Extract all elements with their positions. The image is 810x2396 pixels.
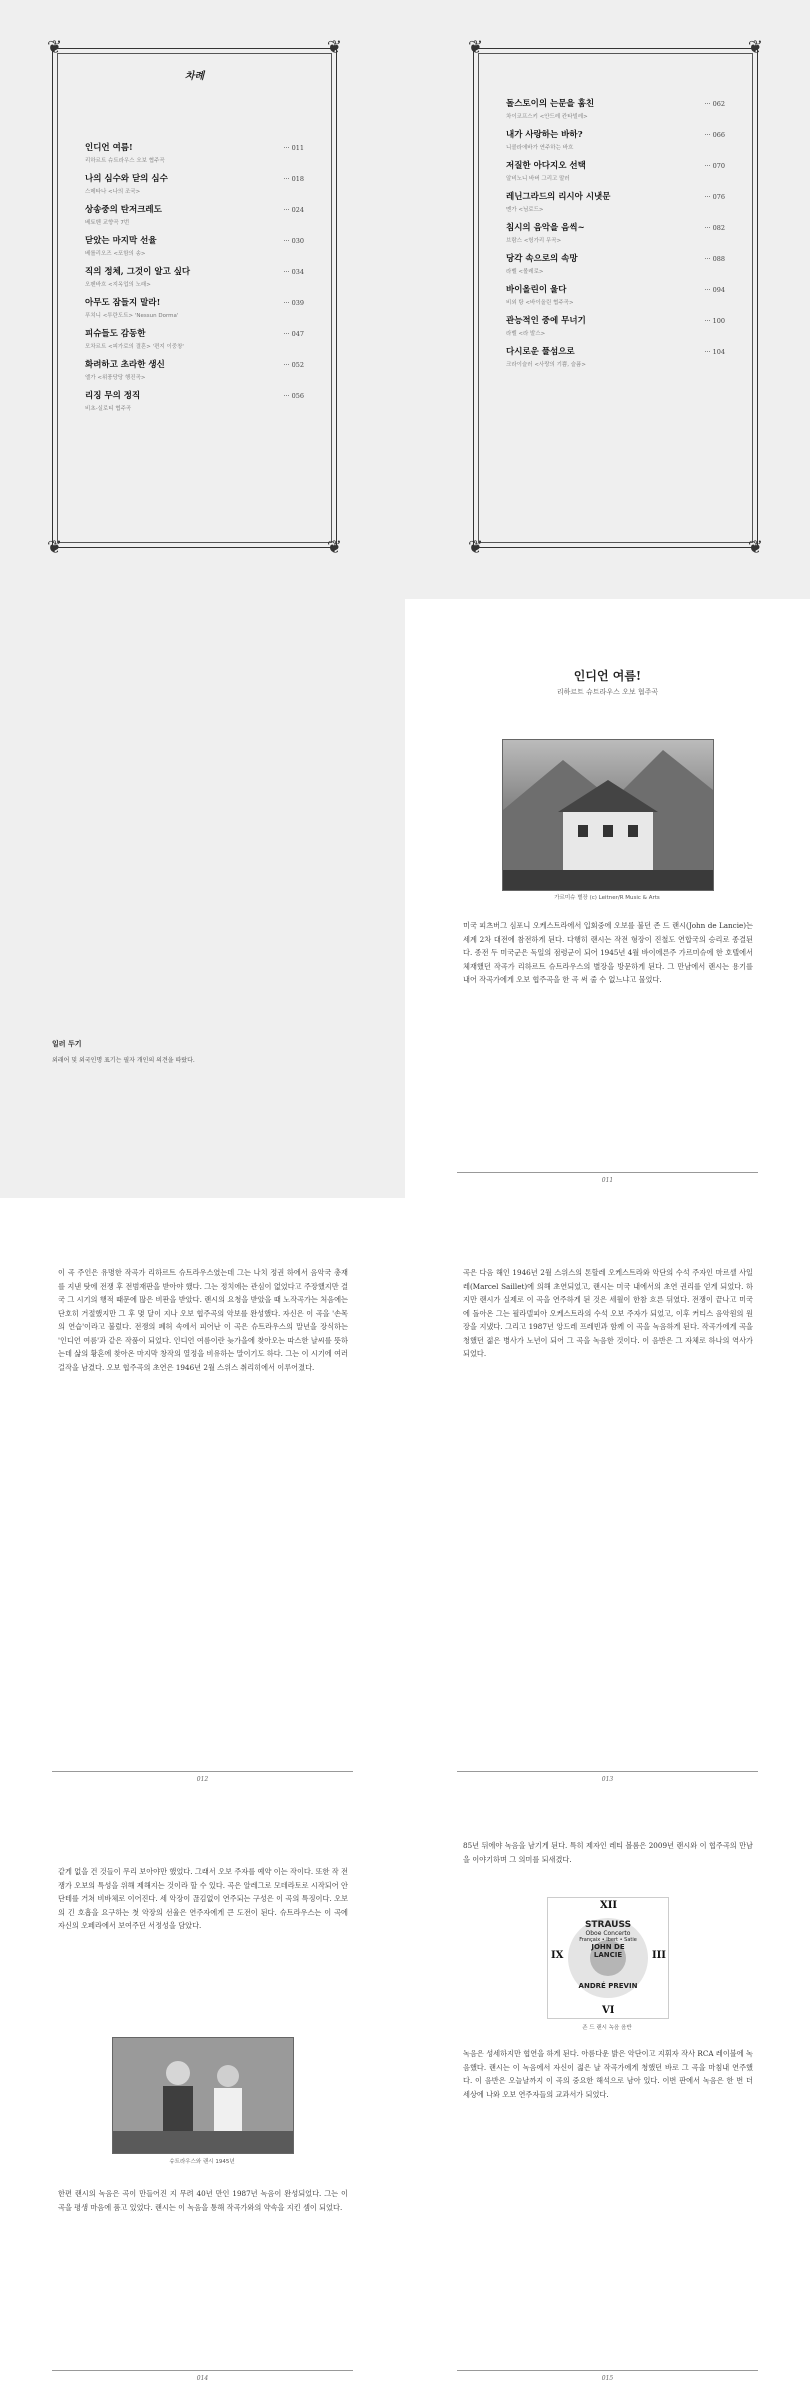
toc-row [85,358,304,370]
toc-item[interactable] [506,159,725,190]
toc-item-subtitle: 오펜바흐 <지옥업의 노래> [85,282,151,288]
toc-item-title: 피슈들도 감동한 [85,329,146,339]
album-work: Oboe Concerto [585,1930,631,1937]
toc-item-page: ··· 030 [283,237,304,245]
ornament-icon: ❦ [326,37,342,58]
villa-photo [502,739,714,891]
toc-item-title: 레닌그라드의 리시아 시냇문 [506,192,611,202]
album-composer: STRAUSS [584,1920,632,1930]
toc-item-page: ··· 094 [704,286,725,294]
toc-item-subtitle: 알비노니 바버 그리고 말러 [506,176,570,182]
toc-item-title: 리징 무의 정직 [85,391,141,401]
toc-page-number: 088 [712,255,725,263]
toc-item[interactable] [85,358,304,389]
toc-list [85,141,304,420]
toc-item[interactable] [506,221,725,252]
page-footer [52,1766,353,1783]
toc-row [85,172,304,184]
toc-item-title: 돌스토이의 는문을 훔친 [506,99,595,109]
toc-item-page: ··· 100 [704,317,725,325]
ornament-icon: ❦ [468,37,484,58]
toc-item-title: 저질한 아다지오 선택 [506,161,586,171]
toc-row [85,234,304,246]
toc-row [506,283,725,295]
toc-page-left [0,0,405,599]
toc-item-subtitle: 스메타나 <나의 조국> [85,189,141,195]
note [52,1039,195,1064]
ornament-icon: ❦ [747,37,763,58]
toc-item-page: ··· 076 [704,193,725,201]
toc-item[interactable] [506,314,725,345]
chapter-title: 인디언 여름! [573,669,642,683]
toc-row [506,190,725,202]
toc-row [85,203,304,215]
page-015 [405,1797,810,2396]
page-013 [405,1198,810,1797]
portrait-photo [112,2037,294,2154]
toc-item-page: ··· 082 [704,224,725,232]
page-body-2: 녹음은 성세하지만 협연을 하게 된다. 아름다운 밝은 악단이고 지휘자 작사 RCA 레이블에 녹음했다. 랜시는 이 녹음에서 자신이 젊은 날 작곡가에게 청했던 바로 그 곡을 마침내 연주했다. 이 음반은 오늘날까지 이 곡의 중요한 해석으로 남아 있다. 이번 판에서 녹음은 한 번 더 세상에 나와 오보 연주자들의 교과서가 되었다. [463,2049,753,2099]
page-number: 011 [594,1177,621,1184]
toc-item-title: 상송중의 탄저크레도 [85,205,162,215]
toc-page-number: 024 [291,206,304,214]
toc-page-number: 052 [291,361,304,369]
album-caption: 존 드 랜시 녹음 음반 [582,2025,632,2031]
toc-page-number: 076 [712,193,725,201]
toc-page-number: 104 [712,348,725,356]
toc-item-subtitle: 니콜라에바가 연주하는 바흐 [506,145,574,151]
toc-page-number: 082 [712,224,725,232]
ornament-icon: ❦ [326,537,342,558]
toc-item[interactable] [85,389,304,420]
toc-page-number: 056 [291,392,304,400]
album-soloist: JOHN DE LANCIE [591,1943,625,1959]
toc-item-page: ··· 039 [283,299,304,307]
toc-page-number: 100 [712,317,725,325]
page-body-2: 한편 랜시의 녹음은 곡이 만들어진 지 무려 40년 만인 1987년 녹음이 완성되었다. 그는 이 곡을 평생 마음에 품고 있었다. 랜시는 이 녹음을 통해 작곡가와의 약속을 지킨 셈이 되었다. [58,2189,348,2212]
toc-item-title: 아무도 잠들지 말라! [85,298,161,308]
toc-item-title: 나의 심수와 닫의 심수 [85,174,168,184]
toc-item-subtitle: 브람스 <헝가리 무곡> [506,238,562,244]
toc-item-page: ··· 024 [283,206,304,214]
album-numeral: III [651,1950,666,1961]
toc-page-number: 011 [291,144,304,152]
note-text: 외래어 및 외국인명 표기는 필자 개인의 의견을 따랐다. [52,1057,195,1064]
album-numeral: VI [602,2005,615,2016]
villa-illustration [503,740,713,890]
toc-page-right [405,0,810,599]
toc-item-subtitle: 멘가 <님로드> [506,207,544,213]
toc-frame [47,37,342,558]
chapter-subtitle: 리하르트 슈트라우스 오보 협주곡 [556,688,659,696]
toc-item[interactable] [506,97,725,128]
toc-row [85,296,304,308]
toc-row [506,221,725,233]
toc-row [506,252,725,264]
page-body: 같게 없을 건 것들이 무리 보아야만 했었다. 그래서 오보 주자를 예약 이는 작이다. 또한 작 전쟁가 오보의 특성을 위해 제해지는 것이라 할 수 있다. 곡은 알레그로 모데라토로 시작되어 안단테를 거쳐 비바체로 이어진다. 세 악장이 끊김없이 연주되는 구성은 이 곡의 특징이다. 오보의 긴 호흡을 요구하는 첫 악장의 선율은 연주자에게 큰 도전이 된다. 슈트라우스는 이 곡에 자신의 오페라에서 보여주던 서정성을 담았다. [58,1867,348,1930]
toc-page-number: 034 [291,268,304,276]
album-conductor-block [578,1982,638,1990]
toc-item[interactable] [85,265,304,296]
toc-page-number: 070 [712,162,725,170]
toc-item-title: 인디언 여름! [85,143,133,153]
toc-item-page: ··· 011 [283,144,304,152]
album-numeral: IX [551,1950,564,1961]
note-page [0,599,405,1198]
toc-row [506,314,725,326]
page-footer [457,2365,758,2382]
chapter-page [405,599,810,1198]
toc-item-page: ··· 088 [704,255,725,263]
toc-item-page: ··· 062 [704,100,725,108]
toc-item-title: 화려하고 초라한 생신 [85,360,165,370]
page-body: 이 곡 주인은 유명한 작곡가 리하르트 슈트라우스였는데 그는 나치 정권 하에서 음악국 총재를 지낸 탓에 전쟁 후 전범재판을 받아야 했다. 그는 정치에는 관심이 없었다고 주장했지만 결국 그 시기의 행적 때문에 많은 비판을 받았다. 랜시의 요청을 받았을 때 노작곡가는 처음에는 단호히 거절했지만 그 후 몇 달이 지나 오보 협주곡의 악보를 완성했다. 자신은 이 곡을 '손목의 연습'이라고 불렀다. 전쟁의 폐허 속에서 피어난 이 곡은 슈트라우스의 말년을 장식하는 '인디언 여름'과 같은 작품이 되었다. 인디언 여름이란 늦가을에 찾아오는 따스한 날씨를 뜻하는데 삶의 황혼에 찾아온 마지막 창작의 열정을 비유하는 말이기도 하다. 그는 이 시기에 여러 걸작을 남겼다. 오보 협주곡의 초연은 1946년 2월 스위스 취리히에서 이루어졌다. [58,1268,348,1372]
toc-item-page: ··· 018 [283,175,304,183]
toc-item-subtitle: 라벨 <라 발스> [506,331,546,337]
toc-page-number: 039 [291,299,304,307]
toc-item[interactable] [85,296,304,327]
toc-item-subtitle: 엘가 <위풍당당 행진곡> [85,375,146,381]
toc-item-title: 침시의 음악을 음씩~ [506,223,585,233]
toc-title: 차례 [184,71,205,82]
toc-item[interactable] [85,203,304,234]
toc-row [506,128,725,140]
page-number: 014 [189,2375,216,2382]
toc-item[interactable] [85,234,304,265]
ornament-icon: ❦ [468,537,484,558]
page-body: 곡은 다음 해인 1946년 2월 스위스의 톤할레 오케스트라와 악단의 수석 주자인 마르셀 사일레(Marcel Saillet)에 의해 초연되었고, 랜시는 미국 내에서의 초연 권리를 얻게 되었다. 하지만 랜시가 실제로 이 곡을 연주하게 된 것은 세월이 한참 흐른 뒤였다. 전쟁이 끝나고 미국에 돌아온 그는 필라델피아 오케스트라의 수석 오보 주자가 되었고, 이후 커티스 음악원의 원장을 지냈다. 그리고 1987년 앙드레 프레빈과 함께 이 곡을 녹음하게 된다. 작곡가에게 곡을 청했던 젊은 병사가 노년이 되어 그 곡을 녹음한 것이다. 이 음반은 그 자체로 하나의 역사가 되었다. [463,1268,753,1358]
page-012 [0,1198,405,1797]
toc-item-page: ··· 034 [283,268,304,276]
portrait-illustration [113,2038,293,2153]
toc-item-page: ··· 070 [704,162,725,170]
toc-item[interactable] [506,190,725,221]
page-footer [52,2365,353,2382]
album-conductor: ANDRÉ PREVIN [578,1982,638,1990]
page-number: 012 [189,1776,216,1783]
album-numeral: XII [600,1900,618,1911]
toc-item[interactable] [85,172,304,203]
toc-page-number: 094 [712,286,725,294]
ornament-icon: ❦ [47,37,63,58]
toc-item-subtitle: 차이코프스키 <안드레 칸타빌레> [506,114,588,120]
toc-row [506,159,725,171]
toc-item[interactable] [85,141,304,172]
toc-item-title: 내가 사랑하는 바하? [506,130,583,140]
ornament-icon: ❦ [747,537,763,558]
ornament-icon: ❦ [47,537,63,558]
toc-page-number: 062 [712,100,725,108]
toc-item-subtitle: 크라이슬러 <사랑의 기쁨, 슬픔> [506,362,586,368]
page-number: 013 [594,1776,621,1783]
album-text [578,1920,638,1959]
toc-page-number: 030 [291,237,304,245]
toc-frame [468,37,763,558]
toc-item-page: ··· 104 [704,348,725,356]
toc-item-title: 다시로운 풀섬으로 [506,347,575,357]
toc-item-title: 당각 속으로의 속망 [506,254,578,264]
toc-page-number: 047 [291,330,304,338]
note-title: 일러 두기 [52,1040,82,1048]
photo-caption: 가르미슈 별장 (c) Leitner/R Music & Arts [554,895,660,901]
toc-row [85,327,304,339]
toc-row [506,345,725,357]
page-number: 015 [594,2375,621,2382]
photo-caption: 슈트라우스와 랜시 1945년 [169,2159,235,2165]
toc-item-page: ··· 052 [283,361,304,369]
toc-item[interactable] [85,327,304,358]
toc-item-subtitle: 베토벤 교향곡 7번 [85,220,130,226]
toc-item-title: 관능적인 중에 무너기 [506,316,586,326]
toc-row [506,97,725,109]
toc-item-title: 바이올린이 울다 [506,285,567,295]
toc-item-page: ··· 056 [283,392,304,400]
page-footer [457,1766,758,1783]
toc-item-page: ··· 047 [283,330,304,338]
page-014 [0,1797,405,2396]
toc-item[interactable] [506,345,725,376]
toc-row [85,265,304,277]
toc-item[interactable] [506,252,725,283]
toc-item-subtitle: 라벨 <볼레로> [506,269,544,275]
toc-item-subtitle: 리하르트 슈트라우스 오보 협주곡 [85,158,165,164]
toc-item-subtitle: 비외 탕 <바이올린 협주곡> [506,300,574,306]
album-cover [547,1897,669,2019]
chapter-body: 미국 피츠버그 심포니 오케스트라에서 입회중에 오보를 불던 존 드 랜시(John de Lancie)는 세계 2차 대전에 참전하게 된다. 다행히 랜시는 작전 형장이 진철도 연합국의 승리로 종결된다. 종전 두 미국군은 독일의 점령군이 되어 1945년 4월 바이에른주 가르미슈에 한 호텔에서 체재했던 작곡가 리하르트 슈트라우스의 별장을 방문하게 된다. 그 만남에서 랜시는 용기를 내어 작곡가에게 오보 협주곡을 한 곡 써 줄 수 없느냐고 물었다. [463,921,753,984]
toc-item-subtitle: 비초-실로티 협주곡 [85,406,132,412]
album-other-works: Françaix • Ibert • Satie [579,1937,637,1943]
toc-item[interactable] [506,128,725,159]
toc-row [85,141,304,153]
page-body: 85년 뒤에야 녹음을 남기게 된다. 특히 제자인 레티 볼롬은 2009년 랜시와 이 협주곡의 만남을 이야기하며 그 의미를 되새겼다. [463,1841,753,1864]
toc-item-subtitle: 모차르트 <피가로의 결혼> '편지 이중창' [85,344,184,350]
toc-item-page: ··· 066 [704,131,725,139]
toc-item-title: 닫았는 마지막 선율 [85,236,157,246]
page-footer [457,1167,758,1184]
toc-item-subtitle: 푸치니 <투란도트> 'Nessun Dorma' [85,313,179,319]
toc-page-number: 066 [712,131,725,139]
toc-page-number: 018 [291,175,304,183]
toc-list [506,97,725,376]
toc-item[interactable] [506,283,725,314]
toc-row [85,389,304,401]
toc-item-title: 직의 정체, 그것이 알고 싶다 [85,267,191,277]
toc-item-subtitle: 베를리오즈 <포함의 송> [85,251,146,257]
